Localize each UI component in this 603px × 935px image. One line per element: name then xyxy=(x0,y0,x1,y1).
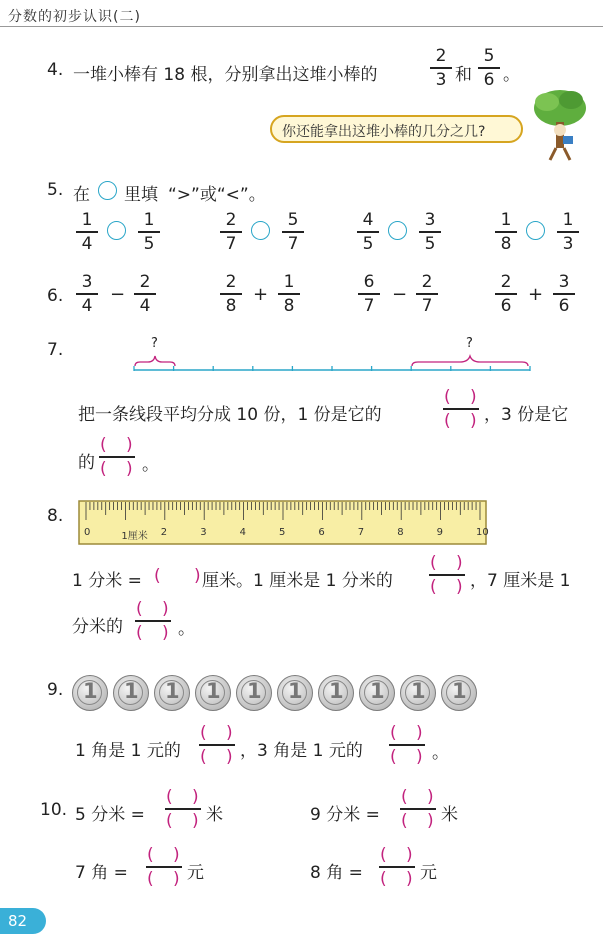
q5-p1-compare-circle[interactable] xyxy=(107,221,126,240)
q8-text-d: 分米的 xyxy=(72,617,123,637)
q5-p4-right: 1 3 xyxy=(557,210,579,254)
q7-segment-diagram xyxy=(128,336,538,378)
q6-e3-b: 2 7 xyxy=(416,272,438,316)
q5-p4-left: 1 8 xyxy=(495,210,517,254)
ruler-label: 1厘米 xyxy=(121,531,148,542)
ruler-label: 7 xyxy=(357,527,365,538)
ruler-label: 2 xyxy=(160,527,168,538)
q8-text-a: 1 分米 = xyxy=(72,571,142,591)
q5-p2-compare-circle[interactable] xyxy=(251,221,270,240)
q9-text-b: ，3 角是 1 元的 xyxy=(240,741,363,761)
q6-e4-op: + xyxy=(528,284,544,305)
q8-paren-close: ) xyxy=(194,566,201,586)
q5-text-a: 在 xyxy=(73,185,90,205)
one-yuan-coin-icon: 1 xyxy=(195,675,231,711)
one-yuan-coin-icon: 1 xyxy=(236,675,272,711)
q4-and: 和 xyxy=(455,65,472,85)
q6-e1-b: 2 4 xyxy=(134,272,156,316)
q8-paren-open: ( xyxy=(154,566,161,586)
q6-e2-op: + xyxy=(253,284,269,305)
q5-text-c: “>”或“<”。 xyxy=(168,185,266,205)
q9-text-a: 1 角是 1 元的 xyxy=(75,741,181,761)
q8-answer-blank-2[interactable]: ( ) ( ) xyxy=(426,552,468,598)
q8-answer-blank-3[interactable]: ( ) ( ) xyxy=(132,598,174,644)
chapter-title: 分数的初步认识(二) xyxy=(8,9,141,25)
q6-e2-b: 1 8 xyxy=(278,272,300,316)
q5-label: 5. xyxy=(47,180,64,200)
q6-e3-a: 6 7 xyxy=(358,272,380,316)
q4-fraction-2: 5 6 xyxy=(478,46,500,90)
q5-p2-left: 2 7 xyxy=(220,210,242,254)
q6-e1-a: 3 4 xyxy=(76,272,98,316)
q7-answer-blank-2[interactable]: ( ) ( ) xyxy=(96,434,138,480)
q10-item1-post: 米 xyxy=(206,805,223,825)
q10-item1-pre: 5 分米 = xyxy=(75,805,145,825)
plant-mascot-icon xyxy=(527,86,593,164)
q5-p2-right: 5 7 xyxy=(282,210,304,254)
q4-end: 。 xyxy=(503,65,520,85)
q9-label: 9. xyxy=(47,680,64,700)
q7-text-b: ，3 份是它 xyxy=(484,405,569,425)
q5-p1-left: 1 4 xyxy=(76,210,98,254)
ruler-label: 6 xyxy=(318,527,325,538)
q4-text: 一堆小棒有 18 根，分别拿出这堆小棒的 xyxy=(73,65,378,85)
q5-p3-right: 3 5 xyxy=(419,210,441,254)
q6-e2-a: 2 8 xyxy=(220,272,242,316)
q6-e3-op: − xyxy=(392,284,408,305)
q8-text-e: 。 xyxy=(178,619,195,639)
q10-item3-post: 元 xyxy=(187,863,204,883)
ruler-label: 8 xyxy=(397,527,404,538)
q10-item4-pre: 8 角 = xyxy=(310,863,363,883)
header-divider xyxy=(0,26,603,27)
q10-item4-blank[interactable]: ( ) ( ) xyxy=(376,844,418,890)
q9-answer-blank-1[interactable]: ( ) ( ) xyxy=(196,722,238,768)
one-yuan-coin-icon: 1 xyxy=(441,675,477,711)
q7-text-c: 的 xyxy=(78,453,95,473)
q8-text-b: 厘米。1 厘米是 1 分米的 xyxy=(202,571,393,591)
q5-p3-left: 4 5 xyxy=(357,210,379,254)
q10-item2-blank[interactable]: ( ) ( ) xyxy=(397,786,439,832)
q10-item2-post: 米 xyxy=(441,805,458,825)
q10-label: 10. xyxy=(40,800,68,820)
q5-text-b: 里填 xyxy=(124,185,158,205)
one-yuan-coin-icon: 1 xyxy=(154,675,190,711)
q4-fraction-1: 2 3 xyxy=(430,46,452,90)
page-number-tab xyxy=(0,908,46,934)
q7-text-d: 。 xyxy=(142,455,159,475)
speech-bubble xyxy=(270,115,523,143)
ruler-label: 4 xyxy=(239,527,246,538)
q7-text-a: 把一条线段平均分成 10 份，1 份是它的 xyxy=(78,405,382,425)
ruler-label: 5 xyxy=(279,527,286,538)
q6-e4-a: 2 6 xyxy=(495,272,517,316)
q9-answer-blank-2[interactable]: ( ) ( ) xyxy=(386,722,428,768)
one-yuan-coin-icon: 1 xyxy=(400,675,436,711)
page-number: 82 xyxy=(8,912,28,930)
q10-item2-pre: 9 分米 = xyxy=(310,805,380,825)
q10-item3-pre: 7 角 = xyxy=(75,863,128,883)
q8-label: 8. xyxy=(47,506,64,526)
q7-question-mark-1: ? xyxy=(151,336,158,351)
q5-instruction-circle xyxy=(98,181,117,200)
q5-p3-compare-circle[interactable] xyxy=(388,221,407,240)
q10-item3-blank[interactable]: ( ) ( ) xyxy=(143,844,185,890)
q6-e4-b: 3 6 xyxy=(553,272,575,316)
ruler-label: 9 xyxy=(436,527,443,538)
q5-p1-right: 1 5 xyxy=(138,210,160,254)
q6-label: 6. xyxy=(47,286,64,306)
q9-text-c: 。 xyxy=(432,743,449,763)
one-yuan-coin-icon: 1 xyxy=(72,675,108,711)
q10-item4-post: 元 xyxy=(420,863,437,883)
one-yuan-coin-icon: 1 xyxy=(113,675,149,711)
q7-answer-blank-1[interactable]: ( ) ( ) xyxy=(440,386,482,432)
q7-question-mark-2: ? xyxy=(466,336,473,351)
one-yuan-coin-icon: 1 xyxy=(318,675,354,711)
q10-item1-blank[interactable]: ( ) ( ) xyxy=(162,786,204,832)
q8-answer-input-1[interactable] xyxy=(160,566,194,586)
q7-label: 7. xyxy=(47,340,64,360)
q5-p4-compare-circle[interactable] xyxy=(526,221,545,240)
one-yuan-coin-icon: 1 xyxy=(277,675,313,711)
one-yuan-coin-icon: 1 xyxy=(359,675,395,711)
q6-e1-op: − xyxy=(110,284,126,305)
ruler-label: 0 xyxy=(84,527,91,538)
q8-text-c: ，7 厘米是 1 xyxy=(470,571,571,591)
q4-label: 4. xyxy=(47,60,64,80)
page-header xyxy=(0,0,603,30)
ruler-label: 10 xyxy=(476,527,489,538)
speech-bubble-text: 你还能拿出这堆小棒的几分之几? xyxy=(282,124,486,140)
ruler-label: 3 xyxy=(200,527,207,538)
